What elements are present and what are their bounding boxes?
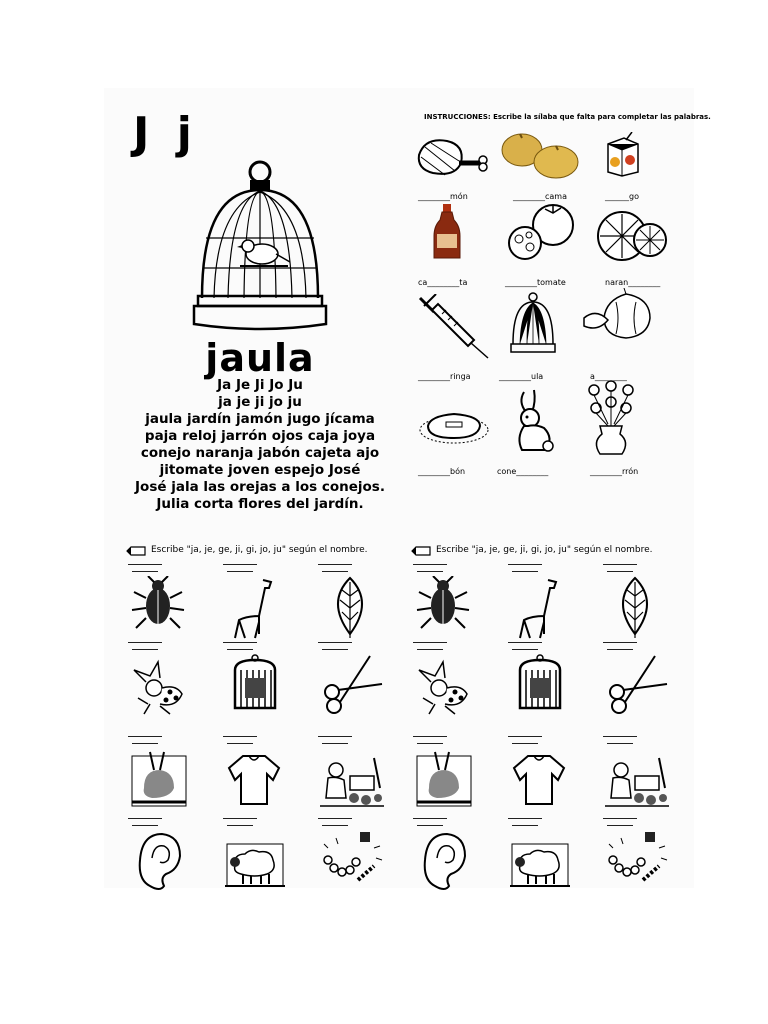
giraffe-icon — [510, 576, 574, 640]
reading-line: paja reloj jarrón ojos caja joya — [144, 428, 376, 444]
cajeta-bottle-icon — [432, 202, 462, 262]
answer-blank[interactable] — [128, 564, 162, 565]
fill-word[interactable]: ________ringa — [418, 372, 471, 381]
answer-blank[interactable] — [413, 564, 447, 565]
fill-word[interactable]: ________bón — [418, 467, 466, 476]
answer-blank[interactable] — [322, 825, 348, 826]
jester-icon — [415, 654, 479, 718]
answer-blank[interactable] — [223, 736, 257, 737]
answer-blank[interactable] — [512, 649, 538, 650]
reading-line: Julia corta flores del jardín. — [156, 496, 364, 512]
garden-icon — [605, 748, 669, 812]
answer-blank[interactable] — [417, 825, 443, 826]
beetle-icon — [415, 576, 479, 640]
answer-blank[interactable] — [132, 649, 158, 650]
answer-blank[interactable] — [132, 825, 158, 826]
answer-blank[interactable] — [417, 743, 443, 744]
answer-blank[interactable] — [128, 736, 162, 737]
sweater-icon — [510, 748, 574, 812]
ham-icon — [415, 135, 491, 179]
answer-blank[interactable] — [508, 642, 542, 643]
answer-blank[interactable] — [227, 571, 253, 572]
answer-blank[interactable] — [607, 743, 633, 744]
syllables-lower: ja je ji jo ju — [218, 394, 302, 410]
answer-blank[interactable] — [508, 564, 542, 565]
main-word: jaula — [205, 336, 315, 380]
letter-title: J j — [133, 108, 198, 159]
answer-blank[interactable] — [607, 571, 633, 572]
ear-icon — [130, 830, 194, 894]
instructions: INSTRUCCIONES: Escribe la sílaba que falta para completar las palabras. — [424, 113, 711, 121]
rabbit-icon — [508, 388, 560, 456]
answer-blank[interactable] — [417, 571, 443, 572]
answer-blank[interactable] — [603, 642, 637, 643]
necklace-icon — [320, 830, 384, 894]
fill-word[interactable]: cone________ — [497, 467, 549, 476]
answer-blank[interactable] — [603, 564, 637, 565]
fill-word[interactable]: ________rrón — [590, 467, 639, 476]
syringe-icon — [418, 294, 490, 360]
answer-blank[interactable] — [132, 743, 158, 744]
answer-blank[interactable] — [512, 743, 538, 744]
fill-word[interactable]: ________món — [418, 192, 468, 201]
section-heading-right: Escribe "ja, je, ge, ji, gi, jo, ju" según el nombre. — [436, 545, 653, 555]
answer-blank[interactable] — [227, 649, 253, 650]
rabbit-icon — [415, 748, 479, 812]
sheep-icon — [225, 830, 289, 894]
juice-box-icon — [602, 132, 644, 178]
soap-icon — [418, 406, 490, 446]
necklace-icon — [605, 830, 669, 894]
fill-word[interactable]: ________tomate — [505, 278, 566, 287]
fill-word[interactable]: ______go — [605, 192, 639, 201]
fill-word[interactable]: ________ula — [499, 372, 544, 381]
sheep-icon — [510, 830, 574, 894]
answer-blank[interactable] — [607, 825, 633, 826]
answer-blank[interactable] — [413, 818, 447, 819]
orange-icon — [594, 204, 668, 264]
pencil-icon — [410, 545, 432, 557]
answer-blank[interactable] — [318, 818, 352, 819]
answer-blank[interactable] — [322, 571, 348, 572]
jester-icon — [130, 654, 194, 718]
reading-line: jitomate joven espejo José — [159, 462, 361, 478]
ear-icon — [415, 830, 479, 894]
leaf-icon — [605, 576, 669, 640]
small-cage-icon — [508, 292, 558, 356]
vase-flowers-icon — [582, 378, 640, 456]
garden-icon — [320, 748, 384, 812]
answer-blank[interactable] — [132, 571, 158, 572]
fill-word[interactable]: naran________ — [605, 278, 661, 287]
answer-blank[interactable] — [508, 736, 542, 737]
answer-blank[interactable] — [512, 571, 538, 572]
answer-blank[interactable] — [512, 825, 538, 826]
answer-blank[interactable] — [417, 649, 443, 650]
jicama-icon — [498, 132, 580, 180]
answer-blank[interactable] — [318, 642, 352, 643]
scissors-icon — [605, 654, 669, 718]
reading-line: José jala las orejas a los conejos. — [135, 479, 385, 495]
pencil-icon — [125, 545, 147, 557]
answer-blank[interactable] — [413, 642, 447, 643]
garlic-icon — [580, 288, 660, 342]
birdcage-icon — [190, 158, 330, 348]
rabbit-icon — [130, 748, 194, 812]
answer-blank[interactable] — [227, 825, 253, 826]
answer-blank[interactable] — [128, 818, 162, 819]
answer-blank[interactable] — [318, 736, 352, 737]
answer-blank[interactable] — [607, 649, 633, 650]
answer-blank[interactable] — [322, 743, 348, 744]
answer-blank[interactable] — [322, 649, 348, 650]
fill-word[interactable]: a________ — [590, 372, 627, 381]
answer-blank[interactable] — [413, 736, 447, 737]
answer-blank[interactable] — [603, 818, 637, 819]
answer-blank[interactable] — [223, 642, 257, 643]
cage-icon — [225, 654, 289, 718]
section-heading-left: Escribe "ja, je, ge, ji, gi, jo, ju" según el nombre. — [151, 545, 368, 555]
answer-blank[interactable] — [223, 564, 257, 565]
cage-icon — [510, 654, 574, 718]
tomato-icon — [505, 203, 577, 263]
fill-word[interactable]: ________cama — [513, 192, 567, 201]
leaf-icon — [320, 576, 384, 640]
answer-blank[interactable] — [128, 642, 162, 643]
fill-word[interactable]: ca________ta — [418, 278, 468, 287]
syllables-upper: Ja Je Ji Jo Ju — [217, 377, 303, 393]
scissors-icon — [320, 654, 384, 718]
answer-blank[interactable] — [227, 743, 253, 744]
reading-line: conejo naranja jabón cajeta ajo — [140, 445, 380, 461]
answer-blank[interactable] — [318, 564, 352, 565]
giraffe-icon — [225, 576, 289, 640]
answer-blank[interactable] — [603, 736, 637, 737]
beetle-icon — [130, 576, 194, 640]
sweater-icon — [225, 748, 289, 812]
answer-blank[interactable] — [223, 818, 257, 819]
answer-blank[interactable] — [508, 818, 542, 819]
reading-line: jaula jardín jamón jugo jícama — [145, 411, 375, 427]
